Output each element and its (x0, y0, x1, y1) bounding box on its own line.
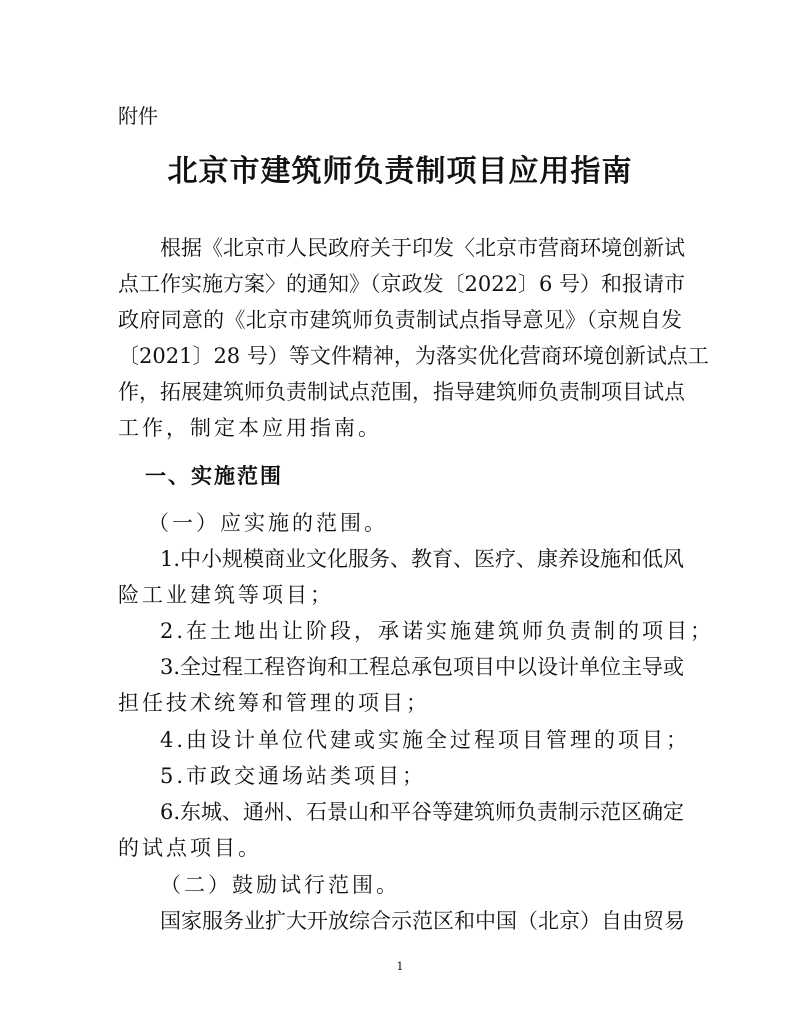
list-item: 4.由设计单位代建或实施全过程项目管理的项目； (160, 728, 691, 752)
section-heading: 一、实施范围 (145, 463, 283, 488)
document-title: 北京市建筑师负责制项目应用指南 (167, 154, 633, 189)
paragraph-line: 工作，制定本应用指南。 (118, 416, 382, 440)
paragraph-line: 点工作实施方案〉的通知》（京政发〔2022〕6 号）和报请市 (118, 272, 685, 296)
paragraph-line: 作，拓展建筑师负责制试点范围，指导建筑师负责制项目试点 (118, 380, 685, 404)
list-item-cont: 险工业建筑等项目； (118, 583, 334, 607)
list-item: 1.中小规模商业文化服务、教育、医疗、康养设施和低风 (160, 547, 685, 571)
attachment-label: 附件 (118, 104, 158, 128)
list-item-cont: 担任技术统筹和管理的项目； (118, 691, 430, 715)
list-item-cont: 的试点项目。 (118, 836, 262, 860)
list-item: 5.市政交通场站类项目； (160, 764, 427, 788)
subsection-heading: （二）鼓励试行范围。 (160, 873, 400, 897)
paragraph-line: 〔2021〕28 号）等文件精神，为落实优化营商环境创新试点工 (118, 344, 709, 368)
page-number: 1 (396, 960, 404, 973)
paragraph-line: 根据《北京市人民政府关于印发〈北京市营商环境创新试 (160, 236, 685, 260)
paragraph-line: 政府同意的《北京市建筑师负责制试点指导意见》（京规自发 (118, 308, 682, 332)
list-item: 3.全过程工程咨询和工程总承包项目中以设计单位主导或 (160, 655, 685, 679)
list-item: 6.东城、通州、石景山和平谷等建筑师负责制示范区确定 (160, 800, 685, 824)
paragraph-line: 国家服务业扩大开放综合示范区和中国（北京）自由贸易 (160, 909, 685, 933)
list-item: 2.在土地出让阶段，承诺实施建筑师负责制的项目； (160, 619, 715, 643)
subsection-heading: （一）应实施的范围。 (148, 511, 388, 535)
